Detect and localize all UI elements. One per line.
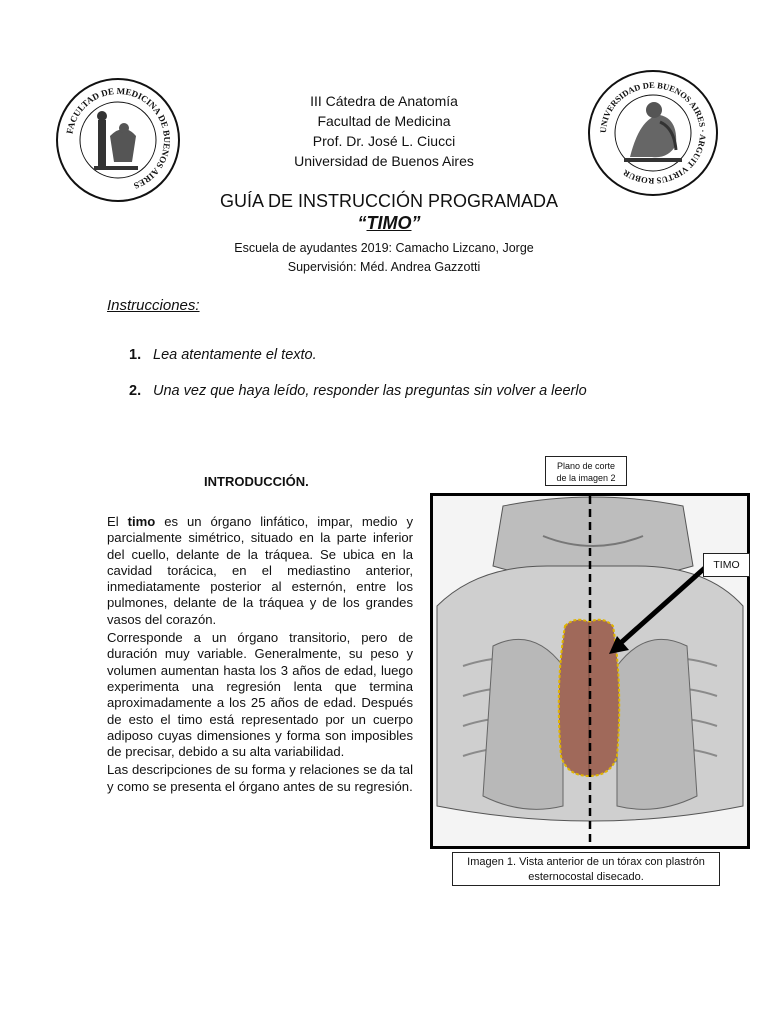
page-subtitle: “TIMO” — [357, 213, 421, 233]
instruction-item — [129, 347, 317, 363]
intro-body — [107, 514, 413, 797]
subtitle-word: TIMO — [366, 213, 412, 233]
instruction-number: 1. — [129, 347, 142, 363]
intro-paragraph: Las descripciones de su forma y relaciones se da tal y como se presenta el órgano antes de su regresión. — [107, 762, 413, 794]
svg-text:UNIVERSIDAD DE BUENOS AIRES ·: UNIVERSIDAD DE BUENOS AIRES · ARGUIT VIRTUS ROBUR — [597, 79, 709, 187]
header-institution — [0, 91, 768, 171]
timo-label-callout: TIMO — [703, 553, 750, 577]
header-line: III Cátedra de Anatomía — [310, 93, 458, 109]
instruction-text: Lea atentamente el texto. — [153, 347, 317, 363]
thorax-illustration — [430, 493, 750, 849]
instruction-number: 2. — [129, 383, 142, 399]
page-title: GUÍA DE INSTRUCCIÓN PROGRAMADA — [219, 191, 559, 211]
credit-line: Escuela de ayudantes 2019: Camacho Lizcano, Jorge — [234, 241, 534, 255]
figure-caption: Imagen 1. Vista anterior de un tórax con plastrón esternocostal disecado. — [452, 852, 720, 886]
svg-text:FACULTAD DE MEDICINA DE BUENOS: FACULTAD DE MEDICINA DE BUENOS AIRES — [64, 85, 173, 191]
instruction-item — [129, 383, 587, 399]
header-line: Facultad de Medicina — [317, 113, 451, 129]
credit-line: Supervisión: Méd. Andrea Gazzotti — [287, 260, 481, 274]
instruction-text: Una vez que haya leído, responder las preguntas sin volver a leerlo — [153, 383, 587, 399]
intro-heading: INTRODUCCIÓN. — [204, 474, 309, 489]
credits — [0, 239, 768, 277]
intro-paragraph: El timo es un órgano linfático, impar, medio y parcialmente simétrico, situado en la parte inferior del cuello, delante de la tráquea. Se ubica en la cavidad torácica, en el mediastino anterior, inmediatamente posterior al esternón, entre los pulmones, delante de la tráquea y de los grandes vasos del corazón. — [107, 514, 414, 627]
intro-paragraph: Corresponde a un órgano transitorio, pero de duración muy variable. Generalmente, su peso y volumen aumentan hasta los 3 años de edad, luego experimenta una regresión lenta que termina aproximadamente a los 25 años de edad. Después de esto el timo está representado por un cuerpo adiposo cuyas dimensiones y forma son imposibles de precisar, debido a su alta variabilidad. — [107, 630, 413, 760]
header-line: Prof. Dr. José L. Ciucci — [312, 133, 456, 149]
keyword-timo: timo — [127, 514, 156, 529]
section-plane-callout: Plano de corte de la imagen 2 — [545, 456, 627, 486]
header-line: Universidad de Buenos Aires — [294, 153, 474, 169]
instructions-heading: Instrucciones: — [107, 297, 200, 314]
